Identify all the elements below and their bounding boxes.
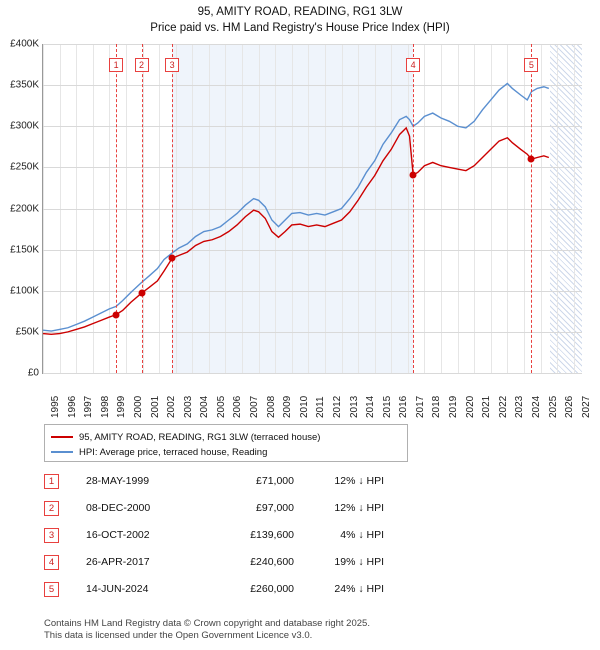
title-line-2: Price paid vs. HM Land Registry's House Price Index (HPI) — [150, 22, 450, 34]
x-tick-label: 2026 — [564, 395, 576, 418]
legend-swatch-hpi — [51, 451, 73, 453]
footer-line-1: Contains HM Land Registry data © Crown copyright and database right 2025. — [44, 618, 370, 629]
title-line-1: 95, AMITY ROAD, READING, RG1 3LW — [197, 6, 403, 18]
row-delta: 4% ↓ HPI — [340, 529, 384, 541]
row-date: 08-DEC-2000 — [86, 502, 151, 514]
x-tick-label: 2007 — [249, 395, 260, 418]
row-marker: 4 — [44, 555, 59, 570]
y-tick-label: £100K — [10, 285, 39, 297]
table-row — [44, 551, 444, 578]
legend-item-property — [51, 430, 401, 444]
x-tick-label: 2017 — [414, 395, 426, 418]
x-tick-label: 2024 — [530, 395, 542, 418]
y-tick-label: £150K — [10, 244, 39, 256]
row-price: £97,000 — [256, 502, 294, 514]
y-gridline — [43, 373, 582, 374]
x-tick-label: 2010 — [298, 395, 310, 418]
x-tick-label: 2011 — [315, 396, 327, 418]
row-price: £240,600 — [250, 556, 294, 568]
x-tick-label: 2005 — [215, 395, 227, 418]
sale-point-2 — [138, 290, 145, 297]
page-title — [0, 4, 600, 36]
footer — [44, 618, 584, 642]
row-price: £260,000 — [250, 583, 294, 595]
plot-region — [42, 44, 582, 374]
x-tick-label: 2000 — [132, 395, 144, 418]
sale-point-1 — [113, 311, 120, 318]
x-tick-label: 2015 — [381, 395, 393, 418]
x-tick-label: 2006 — [232, 395, 244, 418]
x-tick-label: 2019 — [448, 395, 460, 418]
table-row — [44, 470, 444, 497]
row-price: £139,600 — [250, 529, 294, 541]
row-date: 26-APR-2017 — [86, 556, 150, 568]
row-delta: 24% ↓ HPI — [334, 583, 384, 595]
event-marker-4[interactable]: 4 — [406, 58, 420, 72]
table-row — [44, 497, 444, 524]
series-container — [43, 44, 582, 373]
row-date: 16-OCT-2002 — [86, 529, 150, 541]
x-tick-label: 2012 — [331, 395, 343, 418]
row-delta: 12% ↓ HPI — [334, 475, 384, 487]
y-tick-label: £350K — [10, 79, 39, 91]
row-marker: 3 — [44, 528, 59, 543]
y-tick-label: £50K — [15, 326, 39, 338]
chart-area — [0, 36, 600, 418]
table-row — [44, 524, 444, 551]
row-marker: 2 — [44, 501, 59, 516]
row-marker: 5 — [44, 582, 59, 597]
legend-swatch-property — [51, 436, 73, 438]
row-marker: 1 — [44, 474, 59, 489]
event-marker-2[interactable]: 2 — [135, 58, 149, 72]
event-marker-5[interactable]: 5 — [524, 58, 538, 72]
x-tick-label: 2014 — [365, 395, 377, 418]
row-price: £71,000 — [256, 475, 294, 487]
x-tick-label: 2003 — [182, 395, 194, 418]
x-tick-label: 2025 — [547, 395, 559, 418]
y-tick-label: £250K — [10, 161, 39, 173]
row-delta: 12% ↓ HPI — [334, 502, 384, 514]
x-tick-label: 2008 — [265, 395, 277, 418]
event-line — [531, 44, 532, 373]
x-tick-label: 2021 — [481, 395, 493, 418]
row-date: 28-MAY-1999 — [86, 475, 150, 487]
y-axis-labels — [0, 38, 42, 379]
event-marker-1[interactable]: 1 — [109, 58, 123, 72]
x-tick-label: 2022 — [497, 395, 509, 418]
x-tick-label: 1997 — [83, 395, 95, 418]
y-tick-label: £300K — [10, 120, 39, 132]
x-tick-label: 2004 — [199, 395, 211, 418]
x-tick-label: 2009 — [282, 395, 294, 418]
x-tick-label: 2020 — [464, 395, 476, 418]
sale-point-5 — [528, 156, 535, 163]
x-tick-label: 2001 — [149, 395, 161, 418]
event-line — [116, 44, 117, 373]
x-tick-label: 2027 — [580, 395, 592, 418]
x-tick-label: 2016 — [398, 395, 410, 418]
footer-line-2: This data is licensed under the Open Government Licence v3.0. — [44, 630, 313, 641]
table-row — [44, 578, 444, 605]
legend-label-hpi: HPI: Average price, terraced house, Reading — [79, 446, 268, 458]
event-line — [142, 44, 143, 373]
legend-label-property: 95, AMITY ROAD, READING, RG1 3LW (terraced house) — [79, 431, 321, 443]
sale-point-3 — [169, 255, 176, 262]
sales-table — [44, 470, 444, 605]
event-line — [413, 44, 414, 373]
x-tick-label: 1998 — [99, 395, 111, 418]
x-tick-label: 2002 — [166, 395, 178, 418]
sale-point-4 — [410, 172, 417, 179]
x-tick-label: 2013 — [348, 395, 360, 418]
series-line — [43, 83, 549, 331]
event-marker-3[interactable]: 3 — [165, 58, 179, 72]
y-tick-label: £400K — [10, 38, 39, 50]
x-axis-labels — [42, 376, 592, 420]
event-line — [172, 44, 173, 373]
y-tick-label: £0 — [27, 367, 39, 379]
row-date: 14-JUN-2024 — [86, 583, 149, 595]
x-tick-label: 1996 — [66, 395, 78, 418]
x-tick-label: 1999 — [116, 395, 128, 418]
x-tick-label: 2023 — [514, 395, 526, 418]
legend-item-hpi — [51, 445, 401, 459]
x-tick-label: 2018 — [431, 395, 443, 418]
row-delta: 19% ↓ HPI — [334, 556, 384, 568]
y-tick-label: £200K — [10, 203, 39, 214]
x-tick-label: 1995 — [50, 395, 61, 418]
chart-legend — [44, 424, 408, 462]
